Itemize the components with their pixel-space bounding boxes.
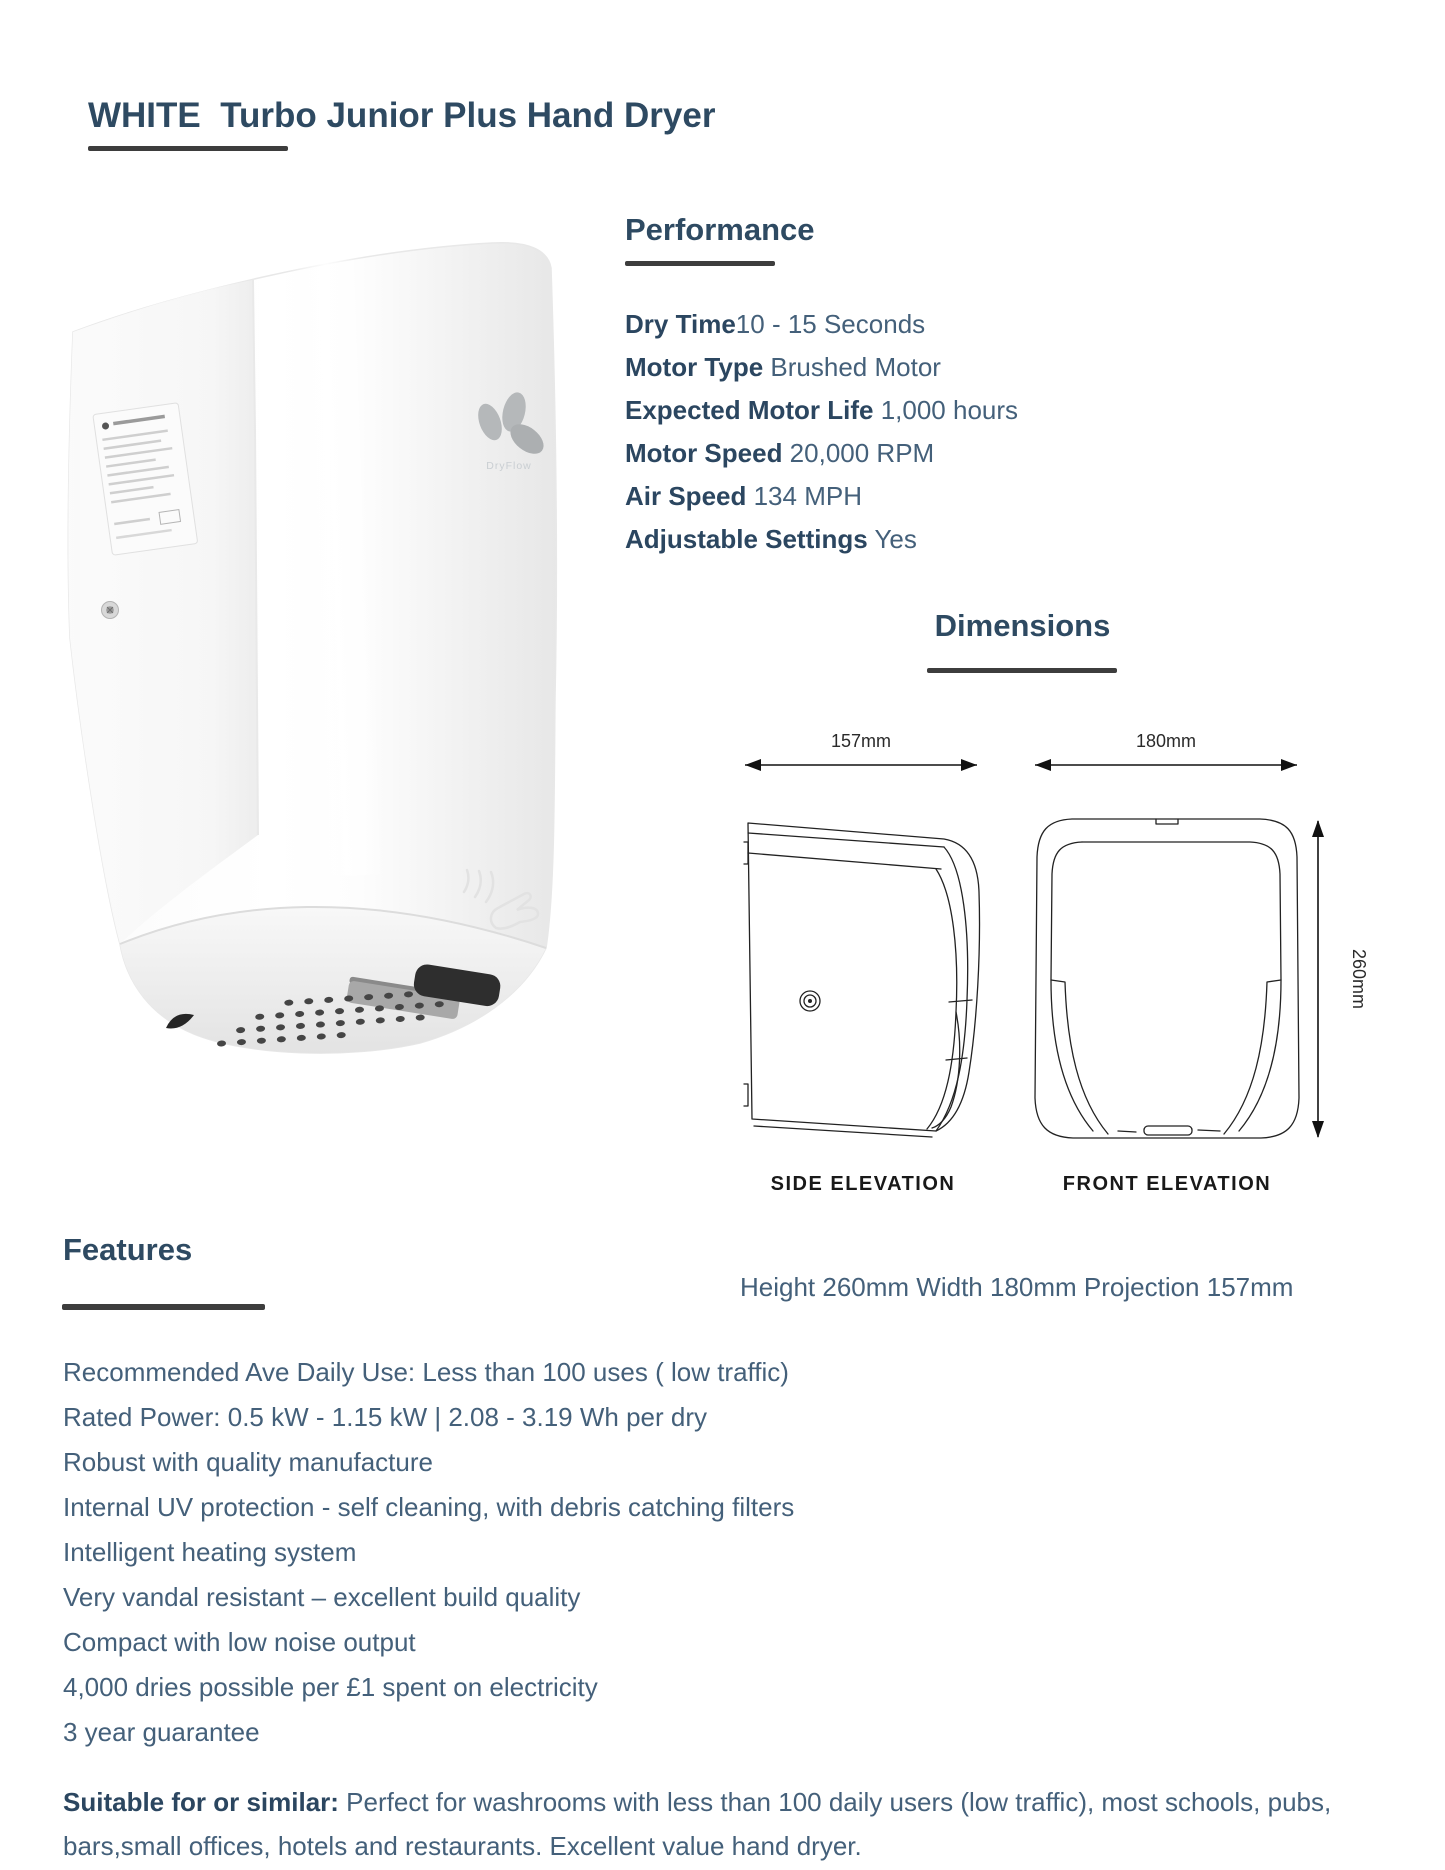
dimensions-underline [927,668,1117,673]
feature-item: Rated Power: 0.5 kW - 1.15 kW | 2.08 - 3.19 Wh per dry [63,1402,708,1432]
suitability-paragraph [63,1780,1373,1868]
spec-label: Motor Type [625,352,764,382]
side-elevation-caption: SIDE ELEVATION [770,1173,956,1195]
screw [102,602,119,619]
spec-value: Yes [867,524,917,554]
features-underline [62,1304,265,1310]
width-label: 180mm [1135,731,1197,751]
performance-heading: Performance [625,212,815,247]
spec-row-motor-type [625,346,1018,389]
feature-item: Very vandal resistant – excellent build quality [63,1582,581,1612]
dryer-side-panel [68,280,258,944]
suitability-label: Suitable for or similar: [63,1787,339,1817]
feature-item: 3 year guarantee [63,1717,260,1747]
arrow-left-icon [1035,759,1051,771]
spec-label: Expected Motor Life [625,395,874,425]
features-heading: Features [63,1232,193,1267]
performance-underline [625,261,775,266]
arrow-up-icon [1312,820,1324,837]
spec-label: Adjustable Settings [625,524,868,554]
page-title: WHITE Turbo Junior Plus Hand Dryer [88,96,716,135]
height-dimension [1312,820,1369,1138]
logo-wordmark: DryFlow [486,460,532,472]
side-elevation-drawing [744,823,980,1137]
spec-label: Motor Speed [625,438,783,468]
performance-specs [625,303,1018,561]
features-list [63,1350,1383,1755]
spec-label: Air Speed [625,481,747,511]
arrow-right-icon [961,759,977,771]
spec-value: 134 MPH [746,481,862,511]
spec-row-motor-speed [625,432,1018,475]
spec-row-dry-time [625,303,1018,346]
height-label: 260mm [1349,948,1369,1010]
spec-row-air-speed [625,475,1018,518]
width-dimension [1035,731,1297,771]
spec-value: 1,000 hours [873,395,1019,425]
spec-row-adjustable [625,518,1018,561]
spec-value: 20,000 RPM [782,438,935,468]
dimensions-heading: Dimensions [934,608,1111,643]
projection-dimension [745,731,977,771]
suitability-text: Perfect for washrooms with less than 100 daily users (low traffic), most schools, pubs, bars,small offices, hotels and restaurants. Excellent value hand dryer. [63,1787,1332,1861]
projection-label: 157mm [830,731,892,751]
feature-item: 4,000 dries possible per £1 spent on electricity [63,1672,598,1702]
dimensions-drawings [720,690,1380,1210]
feature-item: Robust with quality manufacture [63,1447,433,1477]
feature-item: Internal UV protection - self cleaning, with debris catching filters [63,1492,795,1522]
arrow-right-icon [1281,759,1297,771]
front-elevation-caption: FRONT ELEVATION [1062,1173,1272,1195]
front-elevation-drawing [1035,819,1299,1138]
spec-value: Brushed Motor [763,352,941,382]
arrow-down-icon [1312,1121,1324,1138]
spec-row-motor-life [625,389,1018,432]
spec-value: 10 - 15 Seconds [735,309,926,339]
feature-item: Intelligent heating system [63,1537,357,1567]
spec-label: Dry Time [625,309,736,339]
feature-item: Compact with low noise output [63,1627,416,1657]
dimensions-summary: Height 260mm Width 180mm Projection 157mm [740,1272,1294,1302]
title-underline [88,146,288,151]
feature-item: Recommended Ave Daily Use: Less than 100 uses ( low traffic) [63,1357,789,1387]
arrow-left-icon [745,759,761,771]
product-photo [28,228,608,1118]
